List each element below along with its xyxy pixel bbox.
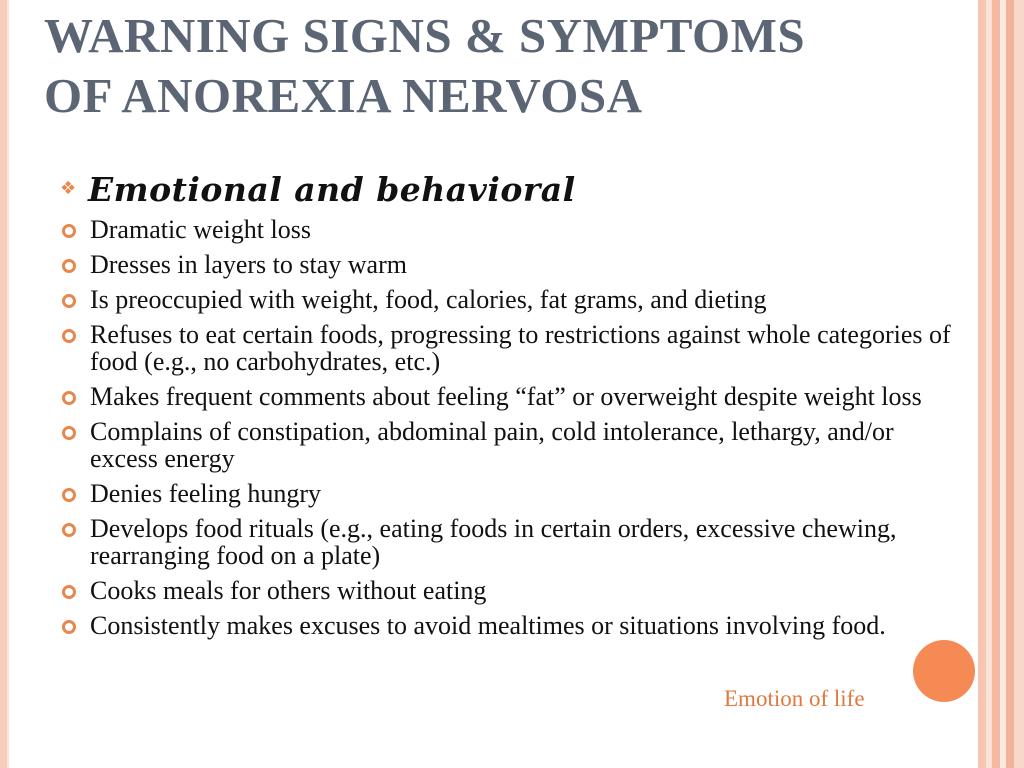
list-item — [60, 251, 960, 278]
slide-title-line-2: OF ANOREXIA NERVOSA — [44, 68, 643, 123]
diamond-bullet-icon: ❖ — [60, 178, 77, 199]
list-item — [60, 515, 960, 569]
decorative-orange-circle — [913, 640, 975, 702]
ring-bullet-icon — [60, 577, 90, 604]
ring-bullet-icon — [60, 216, 90, 243]
section-heading-row — [60, 166, 960, 212]
list-item-text: Makes frequent comments about feeling “fat” or overweight despite weight loss — [90, 382, 922, 411]
ring-bullet-icon — [60, 515, 90, 542]
list-item — [60, 612, 960, 639]
list-item-text: Consistently makes excuses to avoid mealtimes or situations involving food. — [90, 611, 886, 640]
list-item-text: Complains of constipation, abdominal pain, cold intolerance, lethargy, and/or excess energy — [90, 417, 894, 473]
ring-bullet-icon — [60, 286, 90, 313]
left-border-stripe — [0, 0, 7, 768]
list-item-text: Develops food rituals (e.g., eating foods in certain orders, excessive chewing, rearranging food on a plate) — [90, 514, 897, 570]
list-item — [60, 321, 960, 375]
list-item — [60, 383, 960, 410]
ring-bullet-icon — [60, 321, 90, 348]
list-item-text: Refuses to eat certain foods, progressing to restrictions against whole categories of food (e.g., no carbohydrates, etc.) — [90, 320, 951, 376]
symptom-list — [60, 216, 960, 639]
section-heading: Emotional and behavioral — [88, 169, 576, 209]
ring-bullet-icon — [60, 418, 90, 445]
list-item-text: Dramatic weight loss — [90, 215, 311, 244]
list-item-text: Dresses in layers to stay warm — [90, 250, 407, 279]
list-item-text: Denies feeling hungry — [90, 479, 322, 508]
slide-title-line-1: WARNING SIGNS & SYMPTOMS — [44, 8, 806, 63]
list-item — [60, 418, 960, 472]
ring-bullet-icon — [60, 383, 90, 410]
ring-bullet-icon — [60, 251, 90, 278]
list-item-text: Is preoccupied with weight, food, calories, fat grams, and dieting — [90, 285, 767, 314]
list-item — [60, 216, 960, 243]
list-item — [60, 286, 960, 313]
footer-text: Emotion of life — [724, 686, 865, 711]
list-item — [60, 480, 960, 507]
list-item-text: Cooks meals for others without eating — [90, 576, 487, 605]
left-border-line — [7, 0, 9, 768]
slide-content — [60, 166, 960, 647]
slide-title — [44, 6, 944, 126]
right-border-stripes — [972, 0, 1024, 768]
list-item — [60, 577, 960, 604]
ring-bullet-icon — [60, 612, 90, 639]
ring-bullet-icon — [60, 480, 90, 507]
